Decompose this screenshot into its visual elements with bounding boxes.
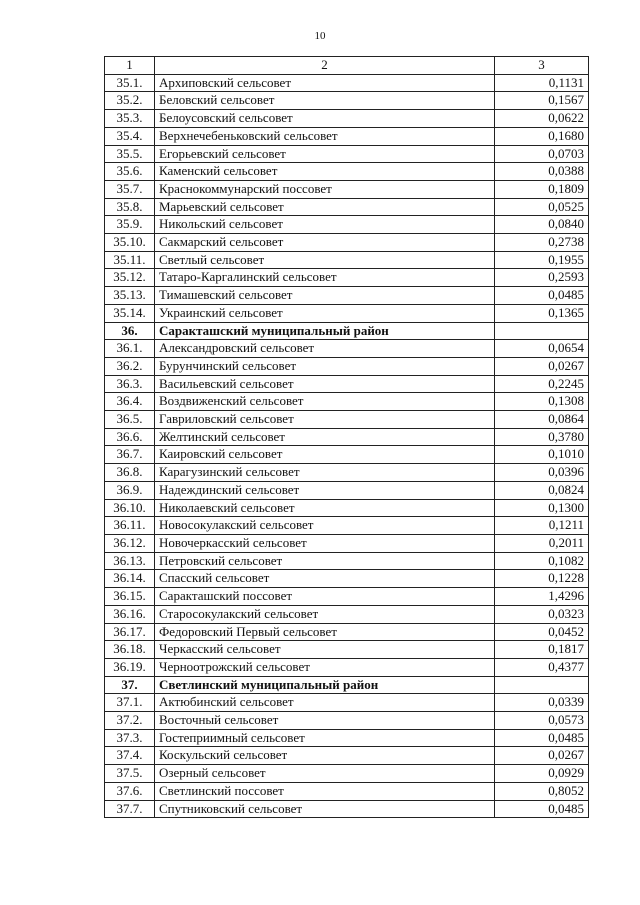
row-number: 36.17.	[105, 623, 155, 641]
table-row	[105, 517, 589, 535]
row-value: 0,0654	[495, 340, 589, 358]
row-name: Новосокулакский сельсовет	[155, 517, 495, 535]
row-name: Каменский сельсовет	[155, 163, 495, 181]
row-number: 36.1.	[105, 340, 155, 358]
row-number: 37.2.	[105, 712, 155, 730]
table-body	[105, 74, 589, 818]
table-row	[105, 145, 589, 163]
table-row	[105, 534, 589, 552]
row-number: 36.11.	[105, 517, 155, 535]
row-value	[495, 322, 589, 340]
row-name: Спутниковский сельсовет	[155, 800, 495, 818]
table-row	[105, 446, 589, 464]
table-row	[105, 623, 589, 641]
row-value: 0,2593	[495, 269, 589, 287]
table-row	[105, 287, 589, 305]
row-number: 36.3.	[105, 375, 155, 393]
allocation-table	[104, 56, 589, 818]
row-name: Новочеркасский сельсовет	[155, 534, 495, 552]
row-number: 36.10.	[105, 499, 155, 517]
row-value: 0,1809	[495, 180, 589, 198]
row-number: 36.12.	[105, 534, 155, 552]
table-row	[105, 641, 589, 659]
row-number: 37.5.	[105, 765, 155, 783]
section-row	[105, 676, 589, 694]
row-value: 0,0323	[495, 605, 589, 623]
row-number: 36.5.	[105, 411, 155, 429]
row-value: 0,1010	[495, 446, 589, 464]
table-row	[105, 269, 589, 287]
table-row	[105, 552, 589, 570]
row-name: Тимашевский сельсовет	[155, 287, 495, 305]
row-name: Сакмарский сельсовет	[155, 234, 495, 252]
table-row	[105, 782, 589, 800]
table-row	[105, 747, 589, 765]
row-name: Петровский сельсовет	[155, 552, 495, 570]
row-name: Саракташский муниципальный район	[155, 322, 495, 340]
table-row	[105, 92, 589, 110]
row-number: 35.4.	[105, 127, 155, 145]
row-number: 36.6.	[105, 428, 155, 446]
row-value: 0,1680	[495, 127, 589, 145]
table-row	[105, 658, 589, 676]
row-name: Федоровский Первый сельсовет	[155, 623, 495, 641]
table-row	[105, 729, 589, 747]
row-value: 0,1955	[495, 251, 589, 269]
table-row	[105, 499, 589, 517]
row-name: Татаро-Каргалинский сельсовет	[155, 269, 495, 287]
table-row	[105, 163, 589, 181]
row-name: Саракташский поссовет	[155, 588, 495, 606]
table-row	[105, 712, 589, 730]
row-number: 35.3.	[105, 110, 155, 128]
page-number: 10	[314, 30, 326, 42]
table-row	[105, 251, 589, 269]
row-value: 0,1228	[495, 570, 589, 588]
table-row	[105, 216, 589, 234]
row-value: 0,0703	[495, 145, 589, 163]
row-value: 0,2011	[495, 534, 589, 552]
row-name: Актюбинский сельсовет	[155, 694, 495, 712]
row-number: 36.13.	[105, 552, 155, 570]
row-value: 0,0396	[495, 464, 589, 482]
row-name: Гостеприимный сельсовет	[155, 729, 495, 747]
table-row	[105, 375, 589, 393]
row-name: Александровский сельсовет	[155, 340, 495, 358]
table-row	[105, 800, 589, 818]
table-row	[105, 340, 589, 358]
row-value: 0,3780	[495, 428, 589, 446]
row-name: Архиповский сельсовет	[155, 74, 495, 92]
table-row	[105, 570, 589, 588]
table-row	[105, 74, 589, 92]
row-number: 35.8.	[105, 198, 155, 216]
row-number: 35.13.	[105, 287, 155, 305]
row-value: 0,1131	[495, 74, 589, 92]
row-name: Верхнечебеньковский сельсовет	[155, 127, 495, 145]
row-value: 0,0573	[495, 712, 589, 730]
row-value: 0,0339	[495, 694, 589, 712]
row-value: 0,0622	[495, 110, 589, 128]
row-value: 0,0267	[495, 357, 589, 375]
table-row	[105, 464, 589, 482]
row-name: Гавриловский сельсовет	[155, 411, 495, 429]
row-name: Воздвиженский сельсовет	[155, 393, 495, 411]
row-number: 36.2.	[105, 357, 155, 375]
row-name: Егорьевский сельсовет	[155, 145, 495, 163]
table-row	[105, 110, 589, 128]
row-value: 0,4377	[495, 658, 589, 676]
row-value: 0,1817	[495, 641, 589, 659]
row-value: 0,8052	[495, 782, 589, 800]
row-name: Спасский сельсовет	[155, 570, 495, 588]
row-number: 35.6.	[105, 163, 155, 181]
row-number: 35.14.	[105, 304, 155, 322]
row-number: 37.6.	[105, 782, 155, 800]
row-name: Беловский сельсовет	[155, 92, 495, 110]
row-name: Карагузинский сельсовет	[155, 464, 495, 482]
row-name: Белоусовский сельсовет	[155, 110, 495, 128]
row-number: 37.7.	[105, 800, 155, 818]
row-number: 35.5.	[105, 145, 155, 163]
row-number: 36.16.	[105, 605, 155, 623]
row-value: 0,0929	[495, 765, 589, 783]
row-name: Николаевский сельсовет	[155, 499, 495, 517]
table-row	[105, 304, 589, 322]
row-value: 0,0452	[495, 623, 589, 641]
table-row	[105, 357, 589, 375]
row-name: Коскульский сельсовет	[155, 747, 495, 765]
row-value: 0,2245	[495, 375, 589, 393]
row-value: 0,2738	[495, 234, 589, 252]
row-value: 0,0485	[495, 287, 589, 305]
row-name: Каировский сельсовет	[155, 446, 495, 464]
row-value: 0,0485	[495, 729, 589, 747]
table-row	[105, 234, 589, 252]
table-row	[105, 198, 589, 216]
row-value: 0,0840	[495, 216, 589, 234]
row-value: 0,1082	[495, 552, 589, 570]
row-value: 0,0824	[495, 481, 589, 499]
header-row	[105, 57, 589, 75]
table-row	[105, 393, 589, 411]
row-number: 37.4.	[105, 747, 155, 765]
row-name: Светлинский муниципальный район	[155, 676, 495, 694]
row-name: Васильевский сельсовет	[155, 375, 495, 393]
row-number: 36.15.	[105, 588, 155, 606]
row-value: 1,4296	[495, 588, 589, 606]
header-col-1: 1	[105, 57, 155, 75]
header-col-3: 3	[495, 57, 589, 75]
table-row	[105, 180, 589, 198]
row-number: 37.	[105, 676, 155, 694]
row-value: 0,1211	[495, 517, 589, 535]
row-number: 37.3.	[105, 729, 155, 747]
row-number: 37.1.	[105, 694, 155, 712]
row-value: 0,1365	[495, 304, 589, 322]
row-number: 35.10.	[105, 234, 155, 252]
row-value: 0,0267	[495, 747, 589, 765]
table-row	[105, 428, 589, 446]
table-row	[105, 127, 589, 145]
row-name: Старосокулакский сельсовет	[155, 605, 495, 623]
row-value: 0,1567	[495, 92, 589, 110]
row-name: Светлый сельсовет	[155, 251, 495, 269]
row-name: Восточный сельсовет	[155, 712, 495, 730]
row-number: 36.7.	[105, 446, 155, 464]
row-name: Черкасский сельсовет	[155, 641, 495, 659]
row-number: 35.7.	[105, 180, 155, 198]
row-number: 35.2.	[105, 92, 155, 110]
table-header	[105, 57, 589, 75]
row-name: Украинский сельсовет	[155, 304, 495, 322]
table-row	[105, 765, 589, 783]
row-value: 0,0388	[495, 163, 589, 181]
row-name: Надеждинский сельсовет	[155, 481, 495, 499]
section-row	[105, 322, 589, 340]
table-row	[105, 694, 589, 712]
row-number: 36.4.	[105, 393, 155, 411]
table-row	[105, 588, 589, 606]
row-name: Никольский сельсовет	[155, 216, 495, 234]
row-value: 0,1300	[495, 499, 589, 517]
row-name: Бурунчинский сельсовет	[155, 357, 495, 375]
row-number: 36.19.	[105, 658, 155, 676]
row-number: 35.12.	[105, 269, 155, 287]
row-name: Марьевский сельсовет	[155, 198, 495, 216]
row-value: 0,0864	[495, 411, 589, 429]
row-name: Озерный сельсовет	[155, 765, 495, 783]
row-number: 35.11.	[105, 251, 155, 269]
row-value: 0,0485	[495, 800, 589, 818]
table-row	[105, 411, 589, 429]
row-value	[495, 676, 589, 694]
row-number: 36.9.	[105, 481, 155, 499]
row-number: 36.18.	[105, 641, 155, 659]
row-number: 35.1.	[105, 74, 155, 92]
row-name: Черноотрожский сельсовет	[155, 658, 495, 676]
row-value: 0,0525	[495, 198, 589, 216]
row-number: 36.	[105, 322, 155, 340]
row-name: Краснокоммунарский поссовет	[155, 180, 495, 198]
header-col-2: 2	[155, 57, 495, 75]
row-number: 36.14.	[105, 570, 155, 588]
row-name: Светлинский поссовет	[155, 782, 495, 800]
table-row	[105, 481, 589, 499]
row-value: 0,1308	[495, 393, 589, 411]
row-name: Желтинский сельсовет	[155, 428, 495, 446]
row-number: 36.8.	[105, 464, 155, 482]
row-number: 35.9.	[105, 216, 155, 234]
table-row	[105, 605, 589, 623]
